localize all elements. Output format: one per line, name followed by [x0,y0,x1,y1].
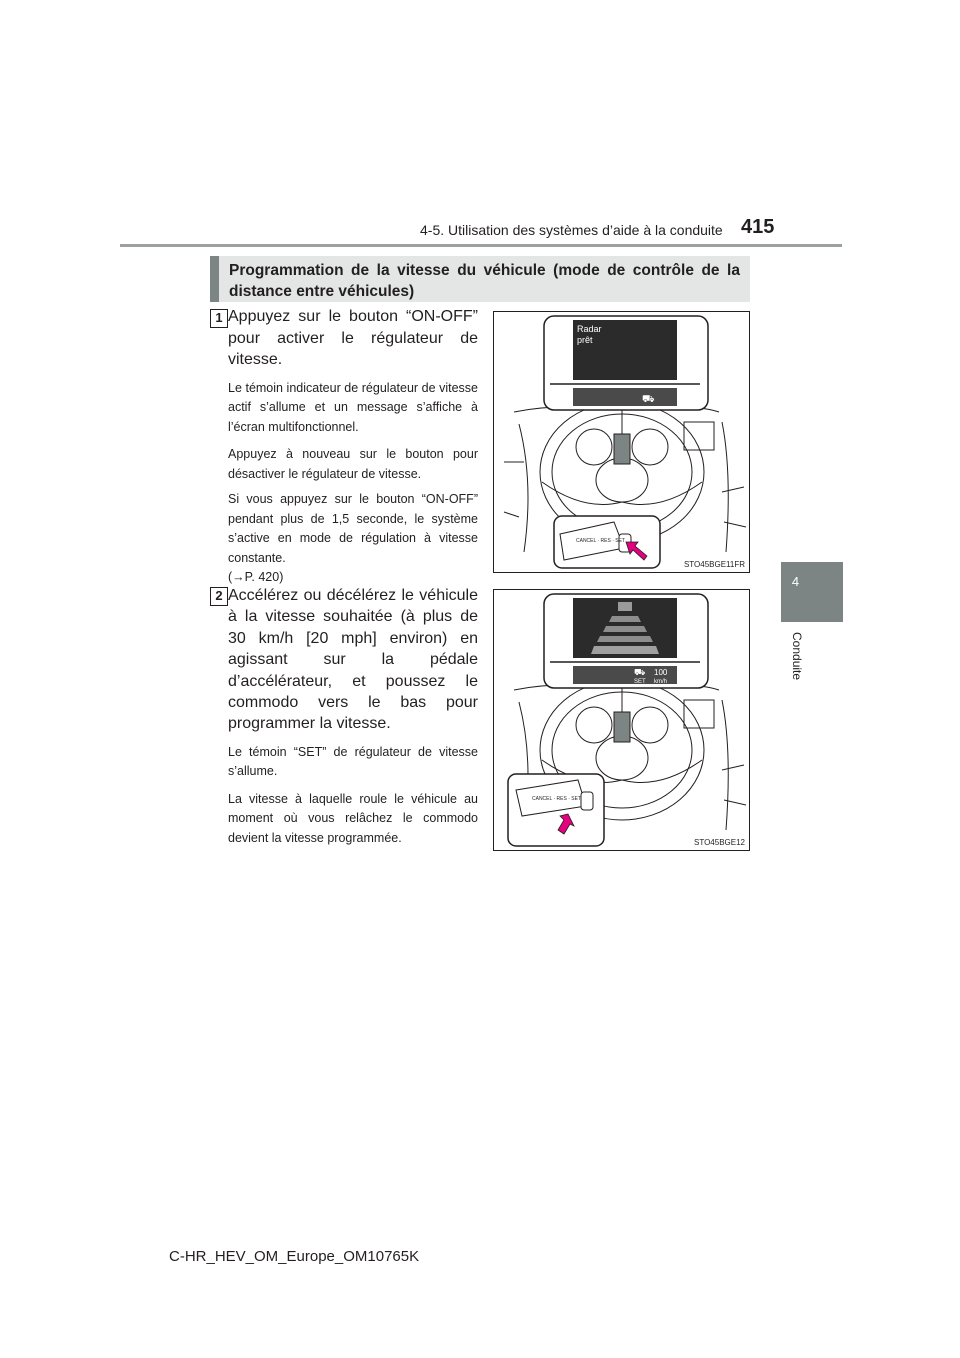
header-rule [120,244,842,247]
step-1-main: Appuyez sur le bouton “ON-OFF” pour activer le régulateur de vitesse. [228,308,478,368]
step-1-note-1: Le témoin indicateur de régulateur de vitesse actif s’allume et un message s’affiche à l’écran multifonctionnel. [228,380,478,434]
set-label: SET [634,679,646,685]
step-1-note-4: (→P. 420) [228,570,284,584]
chapter-tab [781,562,843,622]
step-2-text [228,585,478,848]
step-2-note-2: La vitesse à laquelle roule le véhicule au moment où vous relâchez le commodo devient la vitesse programmée. [228,791,478,845]
radar-cruise-icon-2: ⛟ [634,668,646,678]
speed-unit: km/h [654,679,668,685]
cockpit-illustration-2 [494,590,749,850]
preceding-vehicle-icon [618,602,632,611]
center-display-2 [614,712,630,742]
section-heading: Programmation de la vitesse du véhicule (mode de contrôle de la distance entre véhicules) [229,262,740,300]
center-display [614,434,630,464]
chapter-number: 4 [791,574,800,589]
step-2-main: Accélérez ou décélérez le véhicule à la vitesse souhaitée (à plus de 30 km/h [20 mph] environ) en agissant sur la pédale d’accélérateur, et poussez le commodo vers le bas pour programmer la vitesse. [228,587,478,733]
figure-1 [493,311,750,573]
lever-markings-2: CANCEL · RES · SET [532,796,581,802]
step-1-note-2: Appuyez à nouveau sur le bouton pour désactiver le régulateur de vitesse. [228,447,478,481]
header-section-title: 4-5. Utilisation des systèmes d’aide à la conduite [420,222,723,238]
step-number-2: 2 [210,587,228,606]
section-heading-bar [210,256,750,302]
display-text-line2: prêt [577,335,593,345]
lever-markings: CANCEL · RES · SET [576,538,625,544]
chapter-label-text: Conduite [790,632,804,681]
radar-cruise-icon: ⛟ [642,394,655,405]
chapter-label [784,632,808,686]
step-1-text [228,306,478,588]
footer-doc-code: C-HR_HEV_OM_Europe_OM10765K [169,1248,420,1265]
cockpit-illustration-1 [494,312,749,572]
step-2-note-1: Le témoin “SET” de régulateur de vitesse s’allume. [228,744,478,779]
display-text-line1: Radar [577,324,602,334]
page-number: 415 [741,216,775,238]
figure-1-code: STO45BGE11FR [683,560,745,569]
step-1-note-3: Si vous appuyez sur le bouton “ON-OFF” pendant plus de 1,5 seconde, le système s’active en mode de régulation à vitesse constante. [228,492,478,565]
set-speed-value: 100 [654,668,668,677]
figure-2 [493,589,750,851]
step-number-1: 1 [210,309,228,328]
figure-2-code: STO45BGE12 [694,838,745,847]
